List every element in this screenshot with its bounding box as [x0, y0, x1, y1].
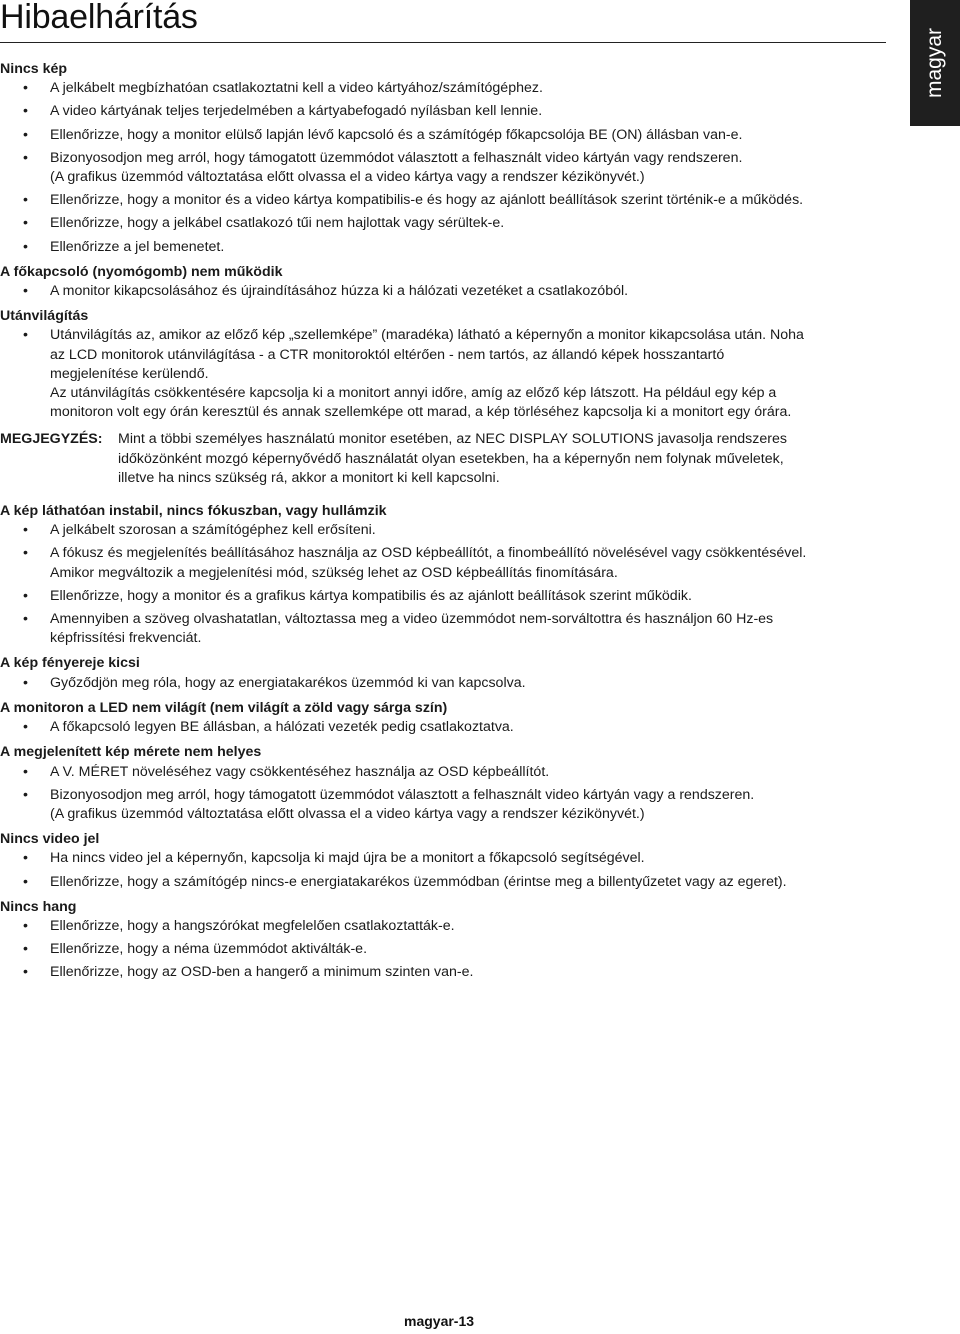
- section-heading: A kép fényereje kicsi: [0, 655, 140, 672]
- bullet-text-line: Az utánvilágítás csökkentésére kapcsolja ki a monitort annyi időre, amíg az előző kép látszott. Ha például egy kép a: [50, 385, 777, 402]
- bullet-item: [0, 587, 890, 606]
- section-heading: A főkapcsoló (nyomógomb) nem működik: [0, 263, 283, 280]
- section: [0, 830, 890, 892]
- bullet-item: [0, 873, 890, 892]
- bullet-item: [0, 610, 890, 648]
- bullet-item: [0, 849, 890, 868]
- bullet-item: [0, 79, 890, 98]
- bullet-text-line: • Bizonyosodjon meg arról, hogy támogatott üzemmódot választott a felhasznált video kártyán vagy rendszeren.: [50, 149, 743, 166]
- bullet-text-line: • Bizonyosodjon meg arról, hogy támogatott üzemmódot választott a felhasznált video kártyán vagy a rendszeren.: [50, 786, 755, 803]
- bullet-text-line: • Ellenőrizze, hogy a hangszórókat megfelelően csatlakoztatták-e.: [50, 917, 455, 934]
- bullet-text-line: • Ellenőrizze, hogy a jelkábel csatlakozó tűi nem hajlottak vagy sérültek-e.: [50, 215, 505, 232]
- bullet-item: [0, 214, 890, 233]
- bullet-text-line: • Ellenőrizze a jel bemenetet.: [50, 238, 225, 255]
- bullet-text-line: • Ellenőrizze, hogy a számítógép nincs-e energiatakarékos üzemmódban (érintse meg a billentyűzetet vagy az egeret).: [50, 873, 787, 890]
- bullet-text-line: • Ellenőrizze, hogy a monitor elülső lapján lévő kapcsoló és a számítógép főkapcsolója BE (ON) állásban van-e.: [50, 126, 743, 143]
- bullet-item: [0, 191, 890, 210]
- section: [0, 898, 890, 983]
- section: [0, 263, 890, 301]
- bullet-list: [0, 521, 890, 648]
- bullet-item: [0, 521, 890, 540]
- bullet-item: [0, 917, 890, 936]
- bullet-text-line: (A grafikus üzemmód változtatása előtt olvassa el a video kártya vagy a rendszer kézikönyvét.): [50, 169, 645, 186]
- bullet-text-line: Amikor megváltozik a megjelenítési mód, szükség lehet az OSD képbeállítás finomítására.: [50, 564, 618, 581]
- section-heading: A monitoron a LED nem világít (nem világít a zöld vagy sárga szín): [0, 699, 448, 716]
- section-heading: A kép láthatóan instabil, nincs fókuszban, vagy hullámzik: [0, 503, 387, 520]
- bullet-item: [0, 102, 890, 121]
- section: [0, 307, 890, 488]
- section: [0, 743, 890, 824]
- bullet-item: [0, 326, 890, 422]
- bullet-text-line: • Győződjön meg róla, hogy az energiatakarékos üzemmód ki van kapcsolva.: [50, 674, 526, 691]
- language-tab-label: magyar: [923, 27, 946, 99]
- bullet-item: [0, 674, 890, 693]
- bullet-text-line: képfrissítési frekvenciát.: [50, 630, 202, 647]
- bullet-item: [0, 718, 890, 737]
- bullet-text-line: • A jelkábelt megbízhatóan csatlakoztatni kell a video kártyához/számítógéphez.: [50, 80, 543, 97]
- note-text-line: illetve ha nincs szükség rá, akkor a monitort ki kell kapcsolni.: [118, 469, 500, 486]
- section: [0, 654, 890, 692]
- bullet-item: [0, 786, 890, 824]
- section: [0, 502, 890, 648]
- bullet-list: [0, 849, 890, 891]
- section: [0, 699, 890, 737]
- bullet-text-line: • A fókusz és megjelenítés beállításához használja az OSD képbeállítót, a finombeállító növelésével vagy csökkentésével.: [50, 545, 807, 562]
- section-heading: Utánvilágítás: [0, 308, 89, 325]
- bullet-text-line: • A főkapcsoló legyen BE állásban, a hálózati vezeték pedig csatlakoztatva.: [50, 719, 514, 736]
- bullet-list: [0, 917, 890, 983]
- bullet-item: [0, 126, 890, 145]
- page-title: Hibaelhárítás: [0, 0, 198, 36]
- section-heading: Nincs kép: [0, 61, 68, 77]
- bullet-text-line: • Ellenőrizze, hogy az OSD-ben a hangerő a minimum szinten van-e.: [50, 964, 474, 981]
- bullet-text-line: • Ellenőrizze, hogy a monitor és a video kártya kompatibilis-e és hogy az ajánlott beállítások szerint történik-e a működés.: [50, 192, 804, 209]
- troubleshooting-content: [0, 60, 890, 987]
- bullet-text-line: (A grafikus üzemmód változtatása előtt olvassa el a video kártya vagy a rendszer kézikönyvét.): [50, 805, 645, 822]
- note-label: MEGJEGYZÉS:: [0, 431, 103, 448]
- bullet-list: [0, 763, 890, 825]
- note-text-line: Mint a többi személyes használatú monitor esetében, az NEC DISPLAY SOLUTIONS javasolja rendszeres: [118, 431, 787, 448]
- bullet-item: [0, 282, 890, 301]
- page-number: magyar-13: [404, 1313, 475, 1329]
- bullet-list: [0, 79, 890, 257]
- bullet-text-line: megjelenítése kerülendő.: [50, 365, 209, 382]
- bullet-item: [0, 963, 890, 982]
- section-heading: Nincs video jel: [0, 831, 100, 848]
- section-heading: Nincs hang: [0, 898, 77, 915]
- bullet-list: [0, 674, 890, 693]
- bullet-item: [0, 544, 890, 582]
- bullet-list: [0, 326, 890, 422]
- bullet-item: [0, 763, 890, 782]
- note-block: [0, 430, 890, 488]
- note-text-line: időközönként mozgó képernyővédő használatát olyan esetekben, ha a képernyőn nem folynak műveletek,: [118, 450, 784, 467]
- bullet-text-line: • A video kártyának teljes terjedelmében a kártyabefogadó nyílásban kell lennie.: [50, 103, 543, 120]
- language-tab: [910, 0, 960, 126]
- title-divider: [0, 42, 886, 43]
- bullet-text-line: monitoron volt egy órán keresztül és annak szellemképe ott marad, a kép törléséhez kapcsolja ki a monitort egy órára.: [50, 404, 792, 421]
- bullet-item: [0, 238, 890, 257]
- bullet-list: [0, 718, 890, 737]
- bullet-text-line: az LCD monitorok utánvilágítása - a CTR monitoroktól eltérően - nem tartós, az állandó képek hosszantartó: [50, 346, 725, 363]
- bullet-text-line: • Ha nincs video jel a képernyőn, kapcsolja ki majd újra be a monitort a főkapcsoló segítségével.: [50, 850, 645, 867]
- section: [0, 60, 890, 257]
- bullet-text-line: • Utánvilágítás az, amikor az előző kép „szellemképe” (maradéka) látható a képernyőn a monitor kikapcsolása után. Noha: [50, 327, 804, 344]
- bullet-text-line: • Ellenőrizze, hogy a monitor és a grafikus kártya kompatibilis és az ajánlott beállítások szerint működik.: [50, 587, 692, 604]
- bullet-text-line: • A monitor kikapcsolásához és újraindításához húzza ki a hálózati vezetéket a csatlakozóból.: [50, 283, 629, 300]
- bullet-list: [0, 282, 890, 301]
- bullet-text-line: • Amennyiben a szöveg olvashatatlan, változtassa meg a video üzemmódot nem-sorváltottra és használjon 60 Hz-es: [50, 611, 774, 628]
- bullet-text-line: • A jelkábelt szorosan a számítógéphez kell erősíteni.: [50, 522, 376, 539]
- bullet-text-line: • Ellenőrizze, hogy a néma üzemmódot aktiválták-e.: [50, 941, 368, 958]
- section-heading: A megjelenített kép mérete nem helyes: [0, 744, 262, 761]
- bullet-text-line: • A V. MÉRET növeléséhez vagy csökkentéséhez használja az OSD képbeállítót.: [50, 763, 550, 780]
- bullet-item: [0, 940, 890, 959]
- bullet-item: [0, 149, 890, 187]
